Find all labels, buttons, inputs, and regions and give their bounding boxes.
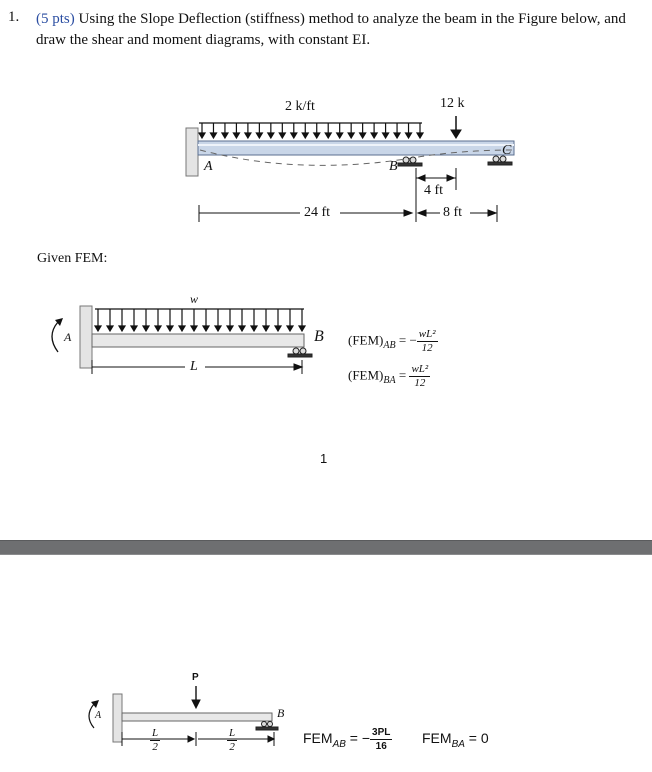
question-points: (5 pts): [36, 11, 75, 27]
moment-arc-icon-2: [89, 704, 94, 728]
point-fem-ab-eq: = −: [345, 730, 371, 747]
roller-support-b-point: [256, 722, 278, 731]
point-fem-ab-fraction: [370, 726, 392, 753]
fem-ab-lhs: (FEM): [348, 332, 384, 348]
fem-ab-den: 12: [421, 342, 433, 354]
fem-span-label: L: [190, 359, 198, 374]
point-load-p-label: P: [192, 672, 199, 683]
fem-ba-eq: =: [395, 367, 410, 383]
beam-ab-point: [122, 713, 272, 721]
point-fem-ba-lhs: FEM: [422, 730, 452, 746]
point-fem-ab-sub: AB: [332, 739, 346, 750]
fem-ab-sub: AB: [383, 340, 396, 352]
point-load-label: 12 k: [440, 96, 465, 111]
fem-ba-den: 12: [414, 377, 426, 389]
point-fem-ab-den: 16: [375, 741, 387, 752]
fem-node-a-label: A: [64, 330, 72, 344]
question-number: 1.: [8, 9, 20, 25]
half2-den: 2: [229, 741, 235, 753]
fem-ab-num: wL²: [418, 328, 436, 340]
half1-num: L: [152, 727, 159, 739]
point-fem-ba-eq: = 0: [464, 730, 489, 746]
question-body: Using the Slope Deflection (stiffness) method to analyze the beam in the Figure below, and draw the shear and moment diagrams, with constant EI.: [36, 11, 626, 48]
fixed-support-a-point: [113, 694, 122, 742]
point-fem-ab-formula: [303, 726, 392, 753]
point-half2-fraction: [227, 727, 237, 754]
fem-ba-num: wL²: [411, 363, 429, 375]
point-node-b-label: B: [277, 706, 285, 720]
fem-load-label: w: [190, 292, 199, 306]
node-a-label: A: [204, 159, 213, 174]
page-number: 1: [320, 451, 328, 466]
half1-den: 2: [152, 741, 158, 753]
fem-node-b-label: B: [314, 328, 324, 345]
fem-ba-lhs: (FEM): [348, 367, 384, 383]
point-fem-ab-lhs: FEM: [303, 730, 333, 747]
point-load-p-arrow: [192, 686, 200, 708]
node-b-label: B: [389, 159, 398, 174]
dim-bc-label: 8 ft: [443, 205, 463, 220]
half2-num: L: [229, 727, 236, 739]
node-c-label: C: [502, 143, 512, 158]
dim-ab-label: 24 ft: [304, 205, 331, 220]
given-fem-heading: Given FEM:: [37, 251, 108, 266]
point-fem-ba-formula: [422, 730, 489, 750]
point-fem-ab-num: 3PL: [372, 727, 391, 738]
point-half1-fraction: [150, 727, 160, 754]
distributed-load-label: 2 k/ft: [285, 99, 315, 114]
fem-ab-eq: = −: [395, 332, 417, 348]
point-node-a-label: A: [95, 710, 102, 721]
fem-ba-sub: BA: [383, 375, 396, 387]
point-span-dimension: [122, 732, 274, 746]
dim-b-load-label: 4 ft: [424, 183, 444, 198]
point-fem-ba-sub: BA: [451, 738, 465, 750]
